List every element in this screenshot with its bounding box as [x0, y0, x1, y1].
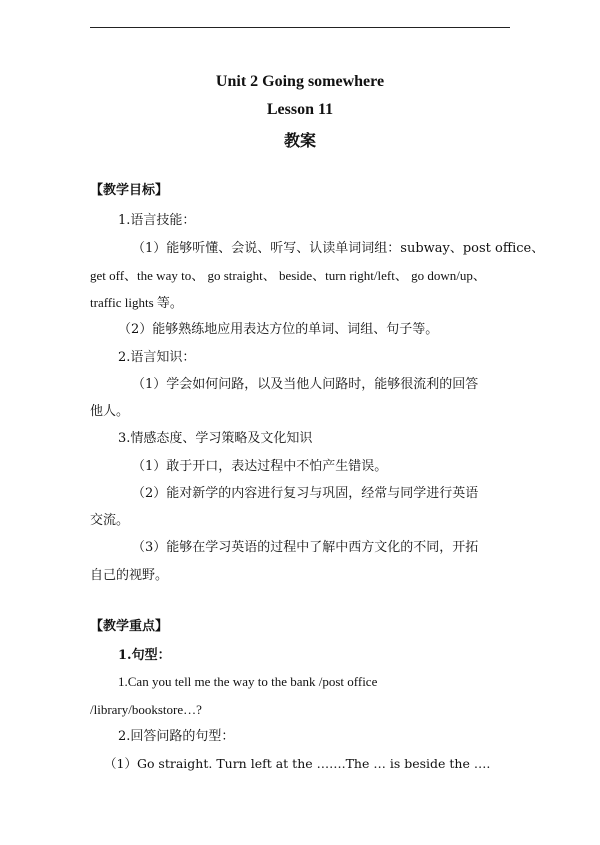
goals-attitude-2b: 交流。 [90, 513, 130, 528]
keypoints-heading: 【教学重点】 [90, 619, 169, 634]
lesson-plan-title: 教案 [283, 131, 316, 150]
keypoints-pattern-title: 1.句型： [118, 648, 171, 663]
keypoints-question-a: 1.Can you tell me the way to the bank /post office [118, 674, 378, 689]
goals-attitude-3a: （3）能够在学习英语的过程中了解中西方文化的不同，开拓 [132, 540, 479, 555]
goals-heading: 【教学目标】 [90, 183, 169, 198]
goals-skill-1a: （1）能够听懂、会说、听写、认读单词词组：subway、post office、 [132, 241, 545, 256]
keypoints-question-b: /library/bookstore…? [90, 702, 202, 717]
lesson-title: Lesson 11 [266, 101, 334, 118]
unit-title: Unit 2 Going somewhere [215, 73, 385, 90]
goals-skill-2: （2）能够熟练地应用表达方位的单词、词组、句子等。 [118, 322, 439, 337]
goals-skill-title: 1.语言技能： [118, 213, 196, 228]
keypoints-answer-1: （1）Go straight. Turn left at the …….The … is beside the …. [104, 756, 491, 771]
header-rule [90, 27, 510, 28]
goals-skill-1c: traffic lights 等。 [90, 295, 183, 310]
goals-skill-1b: get off、the way to、 go straight、 beside、turn right/left、 go down/up、 [90, 268, 486, 283]
goals-knowledge-1b: 他人。 [90, 404, 130, 419]
goals-attitude-3b: 自己的视野。 [90, 568, 169, 583]
keypoints-answer-title: 2.回答问路的句型： [118, 729, 235, 744]
goals-knowledge-1a: （1）学会如何问路，以及当他人问路时，能够很流利的回答 [132, 377, 479, 392]
goals-attitude-2a: （2）能对新学的内容进行复习与巩固，经常与同学进行英语 [132, 486, 479, 501]
goals-attitude-title: 3.情感态度、学习策略及文化知识 [118, 431, 313, 446]
goals-knowledge-title: 2.语言知识： [118, 350, 196, 365]
goals-attitude-1: （1）敢于开口，表达过程中不怕产生错误。 [132, 459, 388, 474]
